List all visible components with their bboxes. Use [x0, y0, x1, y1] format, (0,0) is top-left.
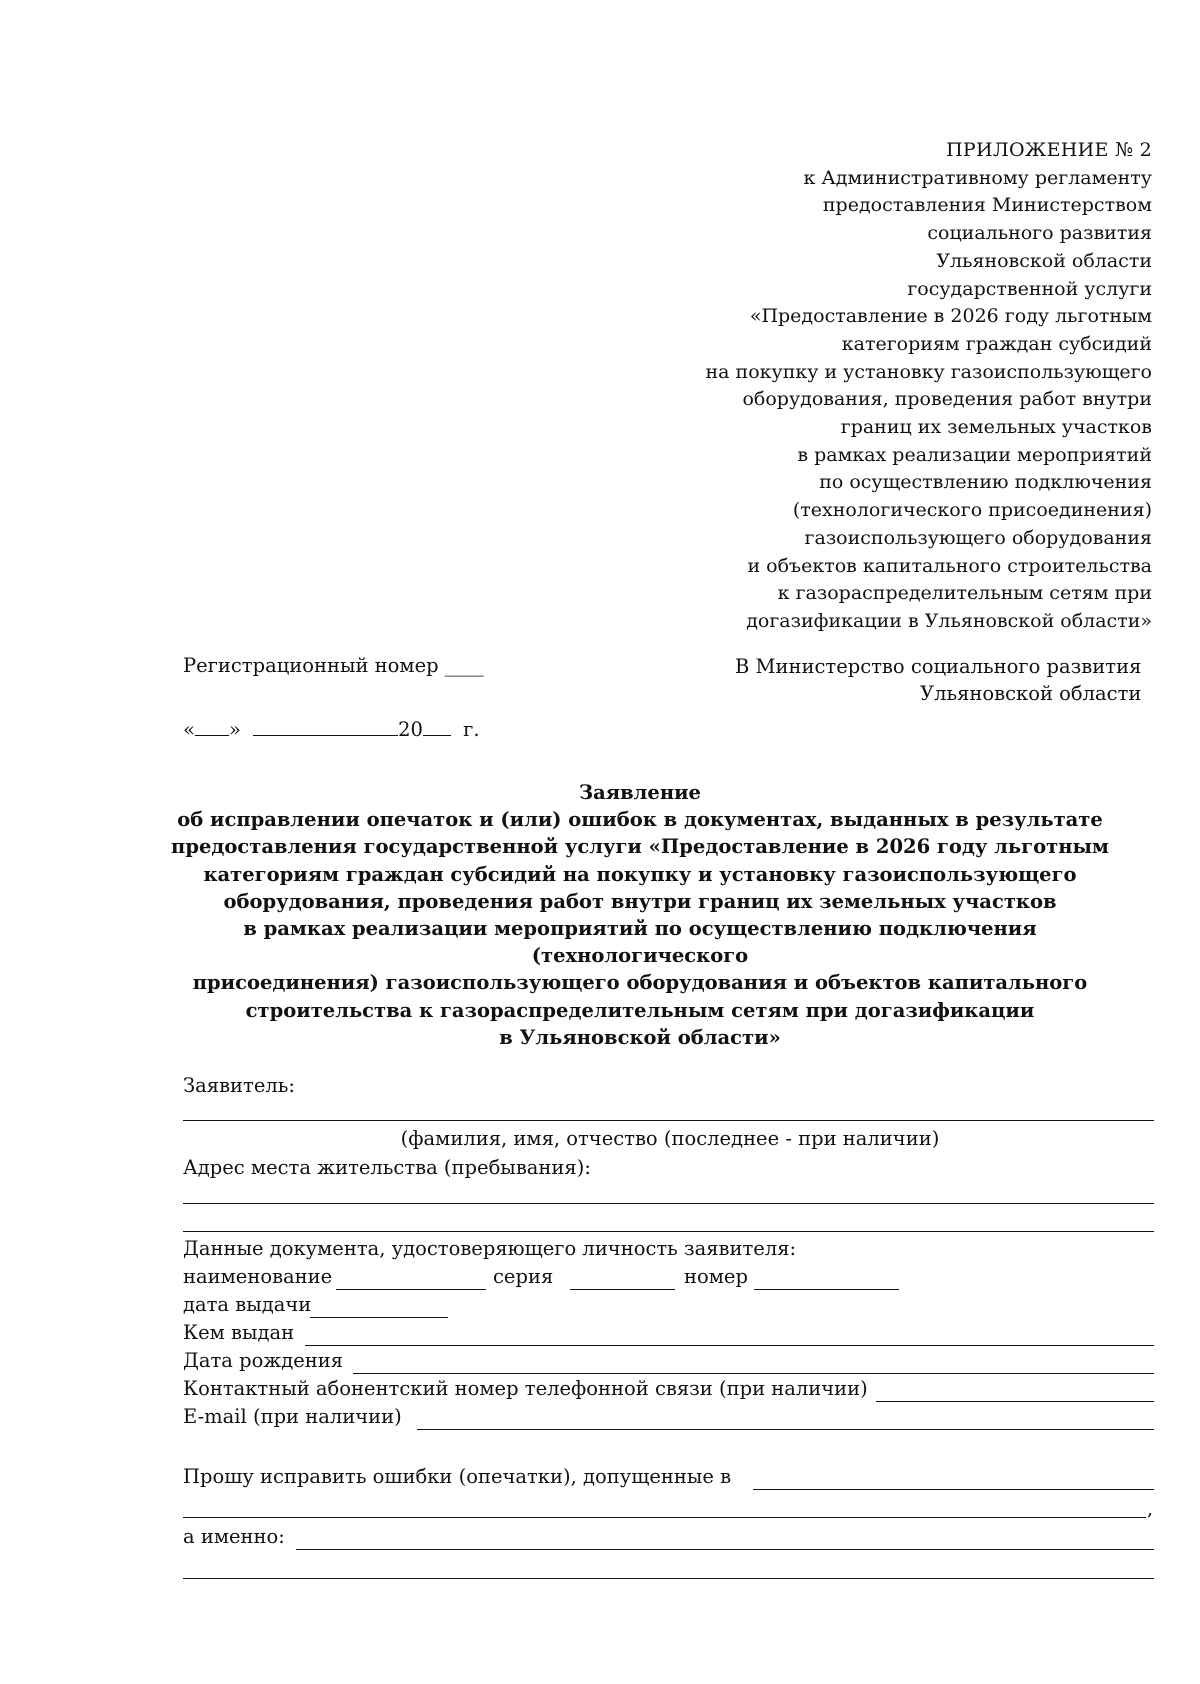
request-line-2[interactable]	[183, 1517, 1146, 1518]
birth-date-label: Дата рождения	[183, 1349, 344, 1372]
appendix-number: ПРИЛОЖЕНИЕ № 2	[946, 139, 1152, 161]
title-line: оборудования, проведения работ внутри границ их земельных участков	[223, 889, 1057, 913]
address-label: Адрес места жительства (пребывания):	[183, 1156, 591, 1179]
appendix-line: социального развития	[927, 222, 1152, 245]
appendix-line: в рамках реализации мероприятий	[797, 443, 1152, 466]
addressee-line-2: Ульяновской области	[920, 682, 1142, 705]
address-line-1[interactable]	[183, 1203, 1154, 1204]
namely-line-2[interactable]	[183, 1578, 1154, 1579]
title-line: присоединения) газоиспользующего оборудования и объектов капитального	[192, 971, 1088, 995]
registration-number: Регистрационный номер ____	[183, 654, 484, 677]
series-label: серия	[493, 1265, 554, 1288]
comma: ,	[1147, 1498, 1154, 1520]
birth-date-field[interactable]	[353, 1373, 1154, 1374]
doc-name-field[interactable]	[336, 1289, 486, 1290]
appendix-line: на покупку и установку газоиспользующего	[705, 360, 1152, 383]
title-line: предоставления государственной услуги «Предоставление в 2026 году льготным	[171, 835, 1109, 859]
request-label: Прошу исправить ошибки (опечатки), допущенные в	[183, 1465, 732, 1488]
name-caption: (фамилия, имя, отчество (последнее - при наличии)	[400, 1127, 940, 1150]
date-row	[183, 717, 480, 741]
addressee-line-1: В Министерство социального развития	[735, 655, 1142, 678]
year-suffix: г.	[463, 718, 480, 741]
statement-title	[140, 779, 1140, 1051]
address-line-2[interactable]	[183, 1231, 1154, 1232]
appendix-line: государственной услуги	[907, 277, 1152, 300]
appendix-line: и объектов капитального строительства	[747, 554, 1152, 577]
request-field[interactable]	[753, 1489, 1154, 1490]
appendix-line: по осуществлению подключения	[819, 471, 1152, 494]
appendix-line: Ульяновской области	[936, 249, 1152, 272]
day-blank[interactable]	[195, 717, 229, 736]
id-document-label: Данные документа, удостоверяющего личность заявителя:	[183, 1237, 797, 1260]
title-line: категориям граждан субсидий на покупку и установку газоиспользующего	[203, 862, 1077, 886]
namely-label: а именно:	[183, 1525, 285, 1548]
year-blank[interactable]	[423, 717, 451, 736]
email-field[interactable]	[417, 1429, 1154, 1430]
email-label: E-mail (при наличии)	[183, 1405, 402, 1428]
number-field[interactable]	[754, 1289, 899, 1290]
date-close-quote: »	[228, 718, 241, 741]
appendix-line: газоиспользующего оборудования	[804, 526, 1152, 549]
title-line: в рамках реализации мероприятий по осуществлению подключения (технологического	[243, 917, 1037, 968]
month-blank[interactable]	[253, 717, 398, 736]
appendix-line: границ их земельных участков	[840, 416, 1152, 439]
appendix-line: предоставления Министерством	[822, 194, 1152, 217]
year-prefix: 20	[398, 718, 423, 741]
appendix-line: к газораспределительным сетям при	[777, 582, 1152, 605]
series-field[interactable]	[570, 1289, 675, 1290]
applicant-label: Заявитель:	[183, 1074, 295, 1097]
issue-date-field[interactable]	[310, 1317, 448, 1318]
title-line: строительства к газораспределительным сетям при догазификации	[245, 998, 1035, 1022]
phone-field[interactable]	[876, 1401, 1154, 1402]
date-open-quote: «	[183, 718, 195, 741]
appendix-line: категориям граждан субсидий	[841, 332, 1152, 355]
appendix-line: (технологического присоединения)	[792, 499, 1152, 522]
number-label: номер	[684, 1265, 748, 1288]
statement-heading: Заявление	[579, 781, 701, 804]
appendix-header	[572, 137, 1152, 636]
phone-label: Контактный абонентский номер телефонной связи (при наличии)	[183, 1377, 868, 1400]
addressee	[735, 653, 1141, 707]
applicant-name-line[interactable]	[183, 1120, 1154, 1121]
issued-by-field[interactable]	[305, 1345, 1154, 1346]
appendix-line: оборудования, проведения работ внутри	[742, 388, 1152, 411]
title-line: об исправлении опечаток и (или) ошибок в документах, выданных в результате	[177, 808, 1103, 832]
namely-field[interactable]	[296, 1549, 1154, 1550]
doc-name-label: наименование	[183, 1265, 333, 1288]
appendix-line: «Предоставление в 2026 году льготным	[749, 305, 1152, 328]
issued-by-label: Кем выдан	[183, 1321, 295, 1344]
appendix-line: к Административному регламенту	[803, 166, 1152, 189]
appendix-line: догазификации в Ульяновской области»	[746, 609, 1152, 632]
title-line: в Ульяновской области»	[499, 1025, 781, 1049]
issue-date-label: дата выдачи	[183, 1293, 312, 1316]
